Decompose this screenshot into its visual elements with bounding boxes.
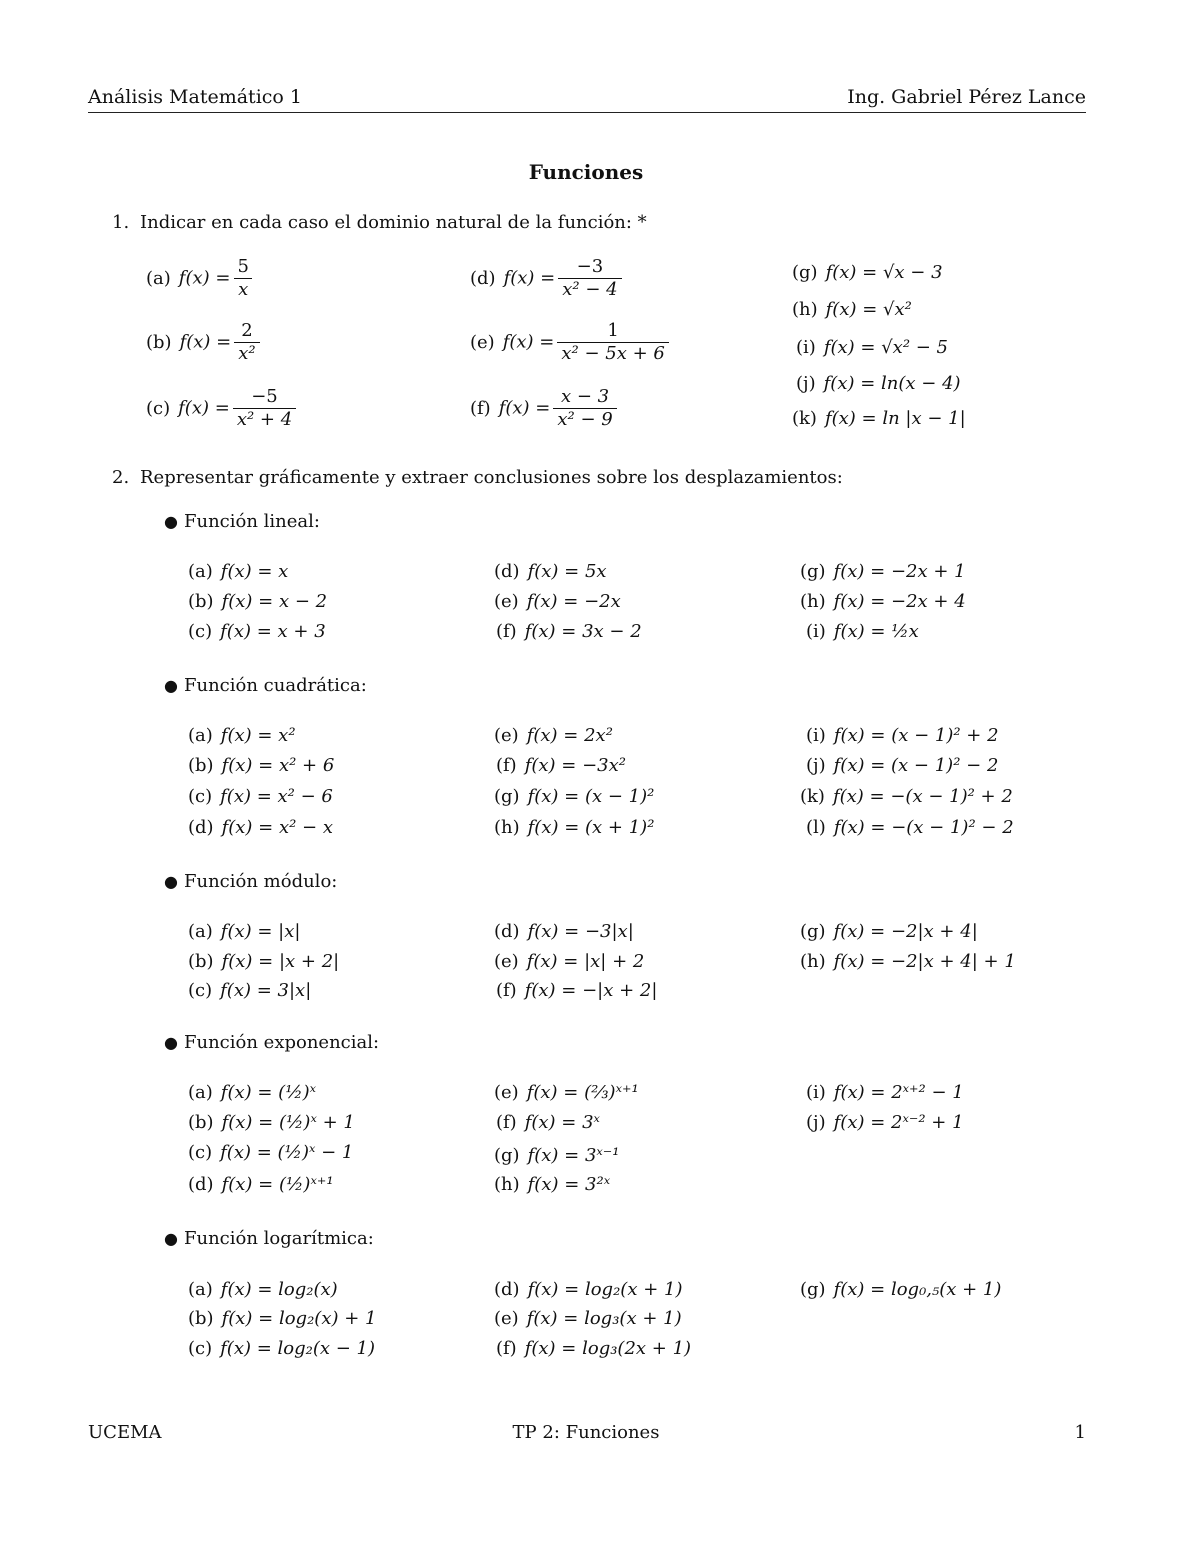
page-number: 1 — [1074, 1422, 1086, 1443]
lineal-item-c — [188, 621, 326, 643]
exp-item-b — [188, 1112, 355, 1134]
item-label: (g) — [800, 1279, 826, 1300]
lineal-item-e — [494, 591, 621, 613]
exp-item-a — [188, 1082, 316, 1104]
section-title: Función exponencial: — [184, 1032, 380, 1053]
numerator: 5 — [237, 256, 249, 277]
numerator: 2 — [241, 320, 253, 341]
item-label: (c) — [188, 980, 213, 1001]
numerator: −3 — [576, 256, 604, 277]
mod-item-e — [494, 951, 644, 973]
cuad-item-d — [188, 817, 333, 839]
mod-item-d — [494, 921, 634, 943]
item-label: (a) — [188, 561, 213, 582]
mod-item-c — [188, 980, 311, 1002]
denominator: x² − 4 — [558, 278, 621, 301]
item-label: (b) — [188, 951, 214, 972]
q1-item-i — [796, 337, 948, 359]
item-label: (a) — [188, 725, 213, 746]
fraction — [234, 320, 259, 365]
lineal-item-b — [188, 591, 327, 613]
bullet-icon: ● — [164, 676, 178, 695]
item-label: (e) — [494, 725, 519, 746]
q1-item-h — [792, 299, 912, 321]
item-label: (e) — [470, 331, 495, 353]
fraction — [558, 256, 621, 301]
item-label: (a) — [188, 1082, 213, 1103]
item-label: (e) — [494, 1082, 519, 1103]
bullet-icon: ● — [164, 1229, 178, 1248]
section-modulo — [164, 871, 337, 892]
item-label: (d) — [188, 817, 214, 838]
item-expression: f(x) = log₂(x) + 1 — [221, 1308, 377, 1329]
item-lhs: f(x) = — [503, 267, 556, 289]
page-title: Funciones — [528, 160, 644, 184]
item-label: (i) — [806, 1082, 826, 1103]
item-expression: f(x) = |x| + 2 — [526, 951, 645, 972]
section-title: Función cuadrática: — [184, 675, 367, 696]
cuad-item-e — [494, 725, 613, 747]
item-expression: f(x) = 2ˣ⁺² − 1 — [833, 1082, 964, 1103]
item-label: (j) — [806, 755, 826, 776]
cuad-item-a — [188, 725, 296, 747]
question-text: Representar gráficamente y extraer conclusiones sobre los desplazamientos: — [140, 467, 843, 488]
q1-item-j — [796, 373, 961, 395]
q1-item-f — [470, 386, 620, 431]
exp-item-h — [494, 1174, 610, 1196]
exp-item-e — [494, 1082, 639, 1104]
item-expression: f(x) = −2|x + 4| — [833, 921, 978, 942]
log-item-f — [496, 1338, 691, 1360]
item-expression: f(x) = (½)ˣ — [220, 1082, 317, 1103]
item-expression: f(x) = (½)ˣ⁺¹ — [221, 1174, 334, 1195]
mod-item-a — [188, 921, 300, 943]
fraction — [553, 386, 616, 431]
item-label: (i) — [796, 337, 816, 358]
item-label: (d) — [494, 561, 520, 582]
item-expression: f(x) = x — [220, 561, 289, 582]
item-label: (h) — [800, 951, 826, 972]
item-expression: f(x) = 3²ˣ — [527, 1174, 611, 1195]
item-expression: f(x) = (x + 1)² — [527, 817, 655, 838]
item-label: (d) — [188, 1174, 214, 1195]
item-expression: f(x) = √x² − 5 — [823, 337, 949, 358]
footer-title: TP 2: Funciones — [512, 1422, 660, 1443]
item-expression: f(x) = x² − x — [221, 817, 334, 838]
item-expression: f(x) = −3x² — [524, 755, 627, 776]
item-expression: f(x) = log₂(x) — [220, 1279, 338, 1300]
item-label: (f) — [496, 621, 517, 642]
question-1 — [112, 212, 647, 233]
item-lhs: f(x) = — [179, 331, 232, 353]
item-expression: f(x) = −(x − 1)² + 2 — [832, 786, 1013, 807]
section-logaritmica — [164, 1228, 374, 1249]
item-label: (a) — [146, 267, 171, 289]
item-expression: f(x) = log₃(x + 1) — [526, 1308, 682, 1329]
item-label: (c) — [146, 397, 171, 419]
bullet-icon: ● — [164, 872, 178, 891]
cuad-item-i — [806, 725, 999, 747]
log-item-g — [800, 1279, 1001, 1301]
section-lineal — [164, 511, 320, 532]
exp-item-g — [494, 1145, 620, 1167]
item-label: (d) — [470, 267, 496, 289]
item-expression: f(x) = 2ˣ⁻² + 1 — [833, 1112, 964, 1133]
item-expression: f(x) = x² — [220, 725, 296, 746]
log-item-c — [188, 1338, 375, 1360]
denominator: x² — [234, 342, 259, 365]
denominator: x — [234, 278, 252, 301]
log-item-d — [494, 1279, 682, 1301]
q1-item-a — [146, 256, 256, 301]
item-label: (f) — [496, 1112, 517, 1133]
item-label: (k) — [800, 786, 825, 807]
log-item-a — [188, 1279, 338, 1301]
q1-item-e — [470, 320, 672, 365]
item-lhs: f(x) = — [178, 267, 231, 289]
item-label: (e) — [494, 951, 519, 972]
item-lhs: f(x) = — [498, 397, 551, 419]
q1-item-b — [146, 320, 263, 365]
question-number: 2. — [112, 467, 130, 488]
fraction — [557, 320, 668, 365]
exp-item-j — [806, 1112, 964, 1134]
item-label: (g) — [800, 921, 826, 942]
item-label: (f) — [496, 755, 517, 776]
item-label: (j) — [806, 1112, 826, 1133]
item-expression: f(x) = −2x — [526, 591, 621, 612]
item-label: (d) — [494, 1279, 520, 1300]
cuad-item-j — [806, 755, 998, 777]
item-expression: f(x) = x² − 6 — [220, 786, 333, 807]
lineal-item-i — [806, 621, 919, 643]
section-title: Función módulo: — [184, 871, 338, 892]
question-2 — [112, 467, 843, 488]
item-expression: f(x) = (½)ˣ + 1 — [221, 1112, 355, 1133]
numerator: −5 — [251, 386, 278, 407]
q1-item-d — [470, 256, 625, 301]
cuad-item-b — [188, 755, 334, 777]
item-label: (k) — [792, 408, 817, 429]
item-label: (b) — [188, 591, 214, 612]
mod-item-f — [496, 980, 657, 1002]
item-expression: f(x) = √x − 3 — [825, 262, 943, 283]
denominator: x² − 5x + 6 — [557, 342, 668, 365]
item-expression: f(x) = −2x + 1 — [833, 561, 966, 582]
item-expression: f(x) = x + 3 — [220, 621, 326, 642]
item-label: (i) — [806, 725, 826, 746]
item-label: (f) — [470, 397, 491, 419]
item-label: (g) — [792, 262, 818, 283]
item-expression: f(x) = ½x — [833, 621, 919, 642]
item-label: (a) — [188, 1279, 213, 1300]
item-label: (g) — [494, 1145, 520, 1166]
cuad-item-k — [800, 786, 1013, 808]
item-expression: f(x) = −2x + 4 — [833, 591, 966, 612]
log-item-b — [188, 1308, 376, 1330]
lineal-item-f — [496, 621, 642, 643]
exp-item-f — [496, 1112, 600, 1134]
cuad-item-l — [806, 817, 1014, 839]
header-course: Análisis Matemático 1 — [88, 86, 302, 108]
cuad-item-g — [494, 786, 654, 808]
item-label: (i) — [806, 621, 826, 642]
item-expression: f(x) = −(x − 1)² − 2 — [833, 817, 1014, 838]
item-label: (a) — [188, 921, 213, 942]
item-expression: f(x) = −2|x + 4| + 1 — [833, 951, 1016, 972]
item-expression: f(x) = (x − 1)² — [527, 786, 655, 807]
item-expression: f(x) = 3ˣ⁻¹ — [527, 1145, 620, 1166]
item-expression: f(x) = log₂(x − 1) — [220, 1338, 376, 1359]
item-expression: f(x) = √x² — [825, 299, 912, 320]
q1-item-k — [792, 408, 966, 430]
item-label: (c) — [188, 786, 213, 807]
item-label: (e) — [494, 591, 519, 612]
fraction — [233, 256, 252, 301]
item-expression: f(x) = 2x² — [526, 725, 613, 746]
exp-item-i — [806, 1082, 964, 1104]
question-number: 1. — [112, 212, 130, 233]
item-label: (h) — [494, 1174, 520, 1195]
denominator: x² − 9 — [553, 408, 616, 431]
item-expression: f(x) = (x − 1)² − 2 — [833, 755, 999, 776]
cuad-item-f — [496, 755, 626, 777]
lineal-item-h — [800, 591, 966, 613]
lineal-item-g — [800, 561, 966, 583]
mod-item-h — [800, 951, 1016, 973]
item-expression: f(x) = ln(x − 4) — [823, 373, 961, 394]
item-expression: f(x) = x² + 6 — [221, 755, 335, 776]
item-label: (l) — [806, 817, 826, 838]
numerator: 1 — [607, 320, 619, 341]
item-label: (g) — [800, 561, 826, 582]
header-author: Ing. Gabriel Pérez Lance — [847, 86, 1086, 108]
item-lhs: f(x) = — [502, 331, 555, 353]
item-expression: f(x) = (⅔)ˣ⁺¹ — [526, 1082, 639, 1103]
item-expression: f(x) = (½)ˣ − 1 — [220, 1142, 354, 1163]
item-label: (b) — [146, 331, 172, 353]
item-expression: f(x) = 3|x| — [220, 980, 312, 1001]
cuad-item-c — [188, 786, 333, 808]
denominator: x² + 4 — [233, 408, 296, 431]
item-expression: f(x) = x − 2 — [221, 591, 328, 612]
item-label: (c) — [188, 621, 213, 642]
bullet-icon: ● — [164, 1033, 178, 1052]
item-expression: f(x) = log₃(2x + 1) — [524, 1338, 692, 1359]
q1-item-c — [146, 386, 299, 431]
item-expression: f(x) = 3x − 2 — [524, 621, 642, 642]
item-expression: f(x) = 5x — [527, 561, 607, 582]
item-label: (d) — [494, 921, 520, 942]
section-title: Función lineal: — [184, 511, 320, 532]
item-label: (c) — [188, 1142, 213, 1163]
question-text: Indicar en cada caso el dominio natural de la función: * — [140, 212, 647, 233]
item-label: (h) — [800, 591, 826, 612]
item-label: (f) — [496, 1338, 517, 1359]
item-expression: f(x) = ln |x − 1| — [824, 408, 966, 429]
item-label: (h) — [494, 817, 520, 838]
lineal-item-a — [188, 561, 288, 583]
item-label: (b) — [188, 1308, 214, 1329]
item-expression: f(x) = 3ˣ — [524, 1112, 600, 1133]
mod-item-g — [800, 921, 978, 943]
item-expression: f(x) = −|x + 2| — [524, 980, 658, 1001]
item-expression: f(x) = (x − 1)² + 2 — [833, 725, 999, 746]
header-rule — [88, 112, 1086, 113]
item-expression: f(x) = log₀,₅(x + 1) — [833, 1279, 1002, 1300]
mod-item-b — [188, 951, 339, 973]
lineal-item-d — [494, 561, 607, 583]
item-label: (e) — [494, 1308, 519, 1329]
item-expression: f(x) = |x + 2| — [221, 951, 340, 972]
item-label: (f) — [496, 980, 517, 1001]
item-label: (b) — [188, 1112, 214, 1133]
bullet-icon: ● — [164, 512, 178, 531]
fraction — [233, 386, 296, 431]
item-expression: f(x) = −3|x| — [527, 921, 634, 942]
footer-institution: UCEMA — [88, 1422, 162, 1443]
item-label: (h) — [792, 299, 818, 320]
cuad-item-h — [494, 817, 654, 839]
item-expression: f(x) = |x| — [220, 921, 301, 942]
item-label: (j) — [796, 373, 816, 394]
item-label: (b) — [188, 755, 214, 776]
exp-item-c — [188, 1142, 353, 1164]
item-label: (c) — [188, 1338, 213, 1359]
q1-item-g — [792, 262, 943, 284]
item-expression: f(x) = log₂(x + 1) — [527, 1279, 683, 1300]
section-title: Función logarítmica: — [184, 1228, 374, 1249]
exp-item-d — [188, 1174, 334, 1196]
item-label: (g) — [494, 786, 520, 807]
item-lhs: f(x) = — [178, 397, 230, 419]
section-cuadratica — [164, 675, 367, 696]
numerator: x − 3 — [561, 386, 610, 407]
section-exponencial — [164, 1032, 379, 1053]
log-item-e — [494, 1308, 682, 1330]
